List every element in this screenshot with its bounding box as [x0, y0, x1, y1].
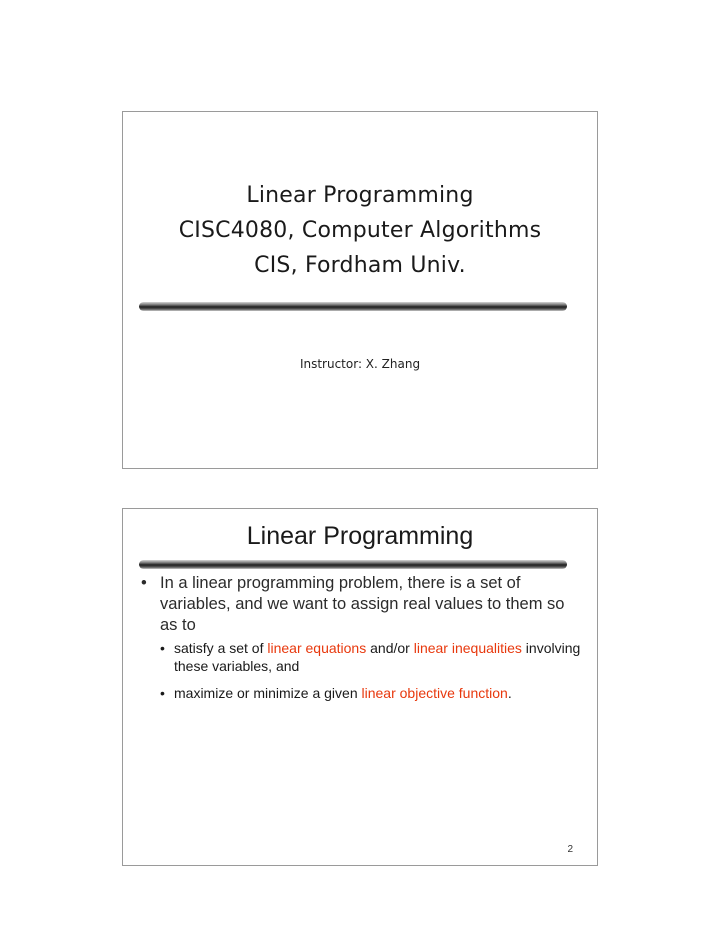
title-line-2: CISC4080, Computer Algorithms — [178, 218, 542, 243]
sub2-text-1: maximize or minimize a given — [174, 685, 362, 701]
title-divider — [139, 302, 567, 311]
bullet-dot: • — [160, 640, 165, 656]
main-bullet — [141, 573, 583, 636]
sub2-highlight-objective: linear objective function — [361, 685, 508, 701]
instructor-label: Instructor: X. Zhang — [299, 357, 421, 371]
sub-bullet-list — [141, 639, 583, 702]
sub1-highlight-equations: linear equations — [267, 640, 367, 656]
title-block — [123, 178, 597, 283]
bullet-dot: • — [141, 574, 147, 592]
title-line-1: Linear Programming — [246, 183, 474, 208]
page-number: 2 — [567, 844, 573, 855]
main-bullet-text: In a linear programming problem, there is a set of variables, and we want to assign real values to them so as to — [160, 574, 565, 634]
slide-title — [122, 111, 598, 469]
bullet-dot: • — [160, 685, 165, 701]
sub2-text-2: . — [507, 685, 512, 701]
sub1-text-3: involving these variables, and — [174, 640, 581, 674]
sub1-text-2: and/or — [366, 640, 414, 656]
slide-heading: Linear Programming — [246, 522, 474, 550]
bullet-content — [141, 573, 583, 711]
sub-bullet-objective — [160, 684, 583, 702]
title-line-3: CIS, Fordham Univ. — [254, 253, 466, 278]
sub-bullet-constraints — [160, 639, 583, 675]
slide-content — [122, 508, 598, 866]
sub1-text-1: satisfy a set of — [174, 640, 268, 656]
sub1-highlight-inequalities: linear inequalities — [413, 640, 522, 656]
heading-divider — [139, 560, 567, 569]
